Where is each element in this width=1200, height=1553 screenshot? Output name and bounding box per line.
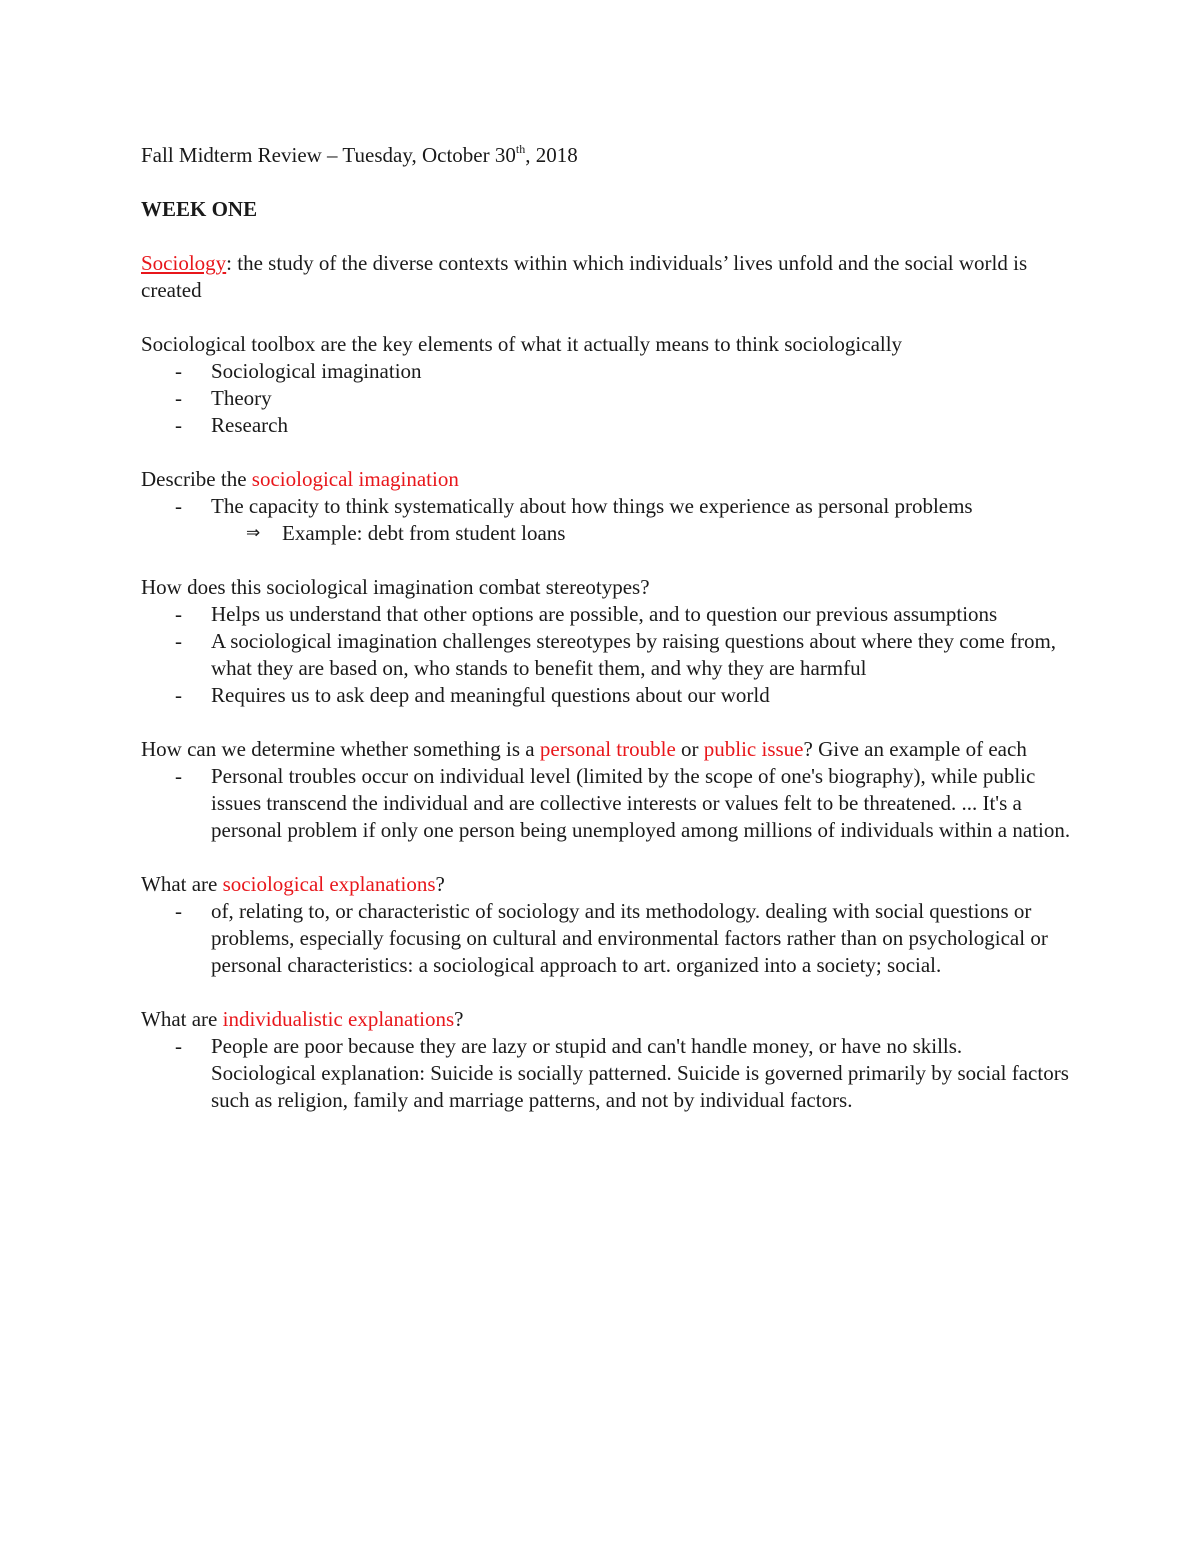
toolbox-list (141, 358, 1071, 439)
question-text: Describe the (141, 467, 252, 491)
trouble-issue-question (141, 736, 1071, 763)
list-item (141, 682, 1071, 709)
list-item (141, 1033, 1071, 1114)
question-text: ? (435, 872, 445, 896)
list-dash: - (175, 1034, 182, 1058)
trouble-issue-list (141, 763, 1071, 844)
list-item (141, 898, 1071, 979)
list-dash: - (175, 683, 182, 707)
list-dash: - (175, 602, 182, 626)
sociological-explanations-list (141, 898, 1071, 979)
example-line (141, 520, 1071, 547)
imagination-question (141, 466, 1071, 493)
list-item-text: The capacity to think systematically about how things we experience as personal problems (211, 494, 973, 518)
list-dash: - (175, 386, 182, 410)
public-issue-term: public issue (703, 737, 804, 761)
individualistic-explanations-term: individualistic explanations (222, 1007, 455, 1031)
list-item-text: Helps us understand that other options are possible, and to question our previous assumptions (211, 602, 998, 626)
individualistic-explanations-list (141, 1033, 1071, 1114)
list-item-text: Requires us to ask deep and meaningful questions about our world (211, 683, 770, 707)
personal-trouble-term: personal trouble (539, 737, 676, 761)
sociological-explanations-question (141, 871, 1071, 898)
imagination-list (141, 493, 1071, 520)
list-dash: - (175, 413, 182, 437)
right-double-arrow-icon: ⇒ (246, 523, 261, 543)
document-page (141, 142, 1071, 1114)
list-dash: - (175, 494, 182, 518)
toolbox-intro: Sociological toolbox are the key elements of what it actually means to think sociologically (141, 332, 903, 356)
list-item-text: Sociological imagination (211, 359, 422, 383)
sociology-term: Sociology (141, 251, 227, 275)
list-item (141, 601, 1071, 628)
list-item (141, 763, 1071, 844)
list-item-text: People are poor because they are lazy or stupid and can't handle money, or have no skills. Sociological explanation: Suicide is socially patterned. Suicide is governed primarily by social factors such as religion, family and marriage patterns, and not by individual factors. (211, 1034, 1069, 1112)
question-text: What are (141, 1007, 223, 1031)
list-item-text: Personal troubles occur on individual level (limited by the scope of one's biography), while public issues transcend the individual and are collective interests or values felt to be threatened. ... It's a personal problem if only one person being unemployed among millions of individuals within a nation. (211, 764, 1071, 842)
sociology-definition (141, 250, 1071, 304)
list-item (141, 385, 1071, 412)
question-text: ? Give an example of each (803, 737, 1027, 761)
list-item-text: of, relating to, or characteristic of sociology and its methodology. dealing with social questions or problems, especially focusing on cultural and environmental factors rather than on psychological or personal characteristics: a sociological approach to art. organized into a society; social. (211, 899, 1048, 977)
imagination-term: sociological imagination (251, 467, 459, 491)
individualistic-explanations-section (141, 1006, 1071, 1114)
document-title (141, 142, 1071, 169)
list-dash: - (175, 899, 182, 923)
list-dash: - (175, 629, 182, 653)
sociological-explanations-term: sociological explanations (222, 872, 436, 896)
list-item (141, 412, 1071, 439)
stereotypes-question: How does this sociological imagination combat stereotypes? (141, 575, 650, 599)
individualistic-explanations-question (141, 1006, 1071, 1033)
sociology-definition-text: : the study of the diverse contexts within which individuals’ lives unfold and the social world is created (141, 251, 1028, 302)
title-year: , 2018 (525, 143, 578, 167)
title-text: Fall Midterm Review – Tuesday, October 30 (141, 143, 516, 167)
question-text: or (675, 737, 704, 761)
stereotypes-section (141, 574, 1071, 709)
sociological-explanations-section (141, 871, 1071, 979)
example-text: Example: debt from student loans (282, 521, 566, 545)
list-dash: - (175, 764, 182, 788)
list-item (141, 628, 1071, 682)
list-dash: - (175, 359, 182, 383)
imagination-section (141, 466, 1071, 547)
week-heading: WEEK ONE (141, 197, 258, 221)
stereotypes-list (141, 601, 1071, 709)
question-text: How can we determine whether something is a (141, 737, 540, 761)
toolbox-section (141, 331, 1071, 439)
title-superscript: th (515, 142, 526, 156)
list-item-text: A sociological imagination challenges stereotypes by raising questions about where they come from, what they are based on, who stands to benefit them, and why they are harmful (211, 629, 1057, 680)
question-text: What are (141, 872, 223, 896)
list-item (141, 358, 1071, 385)
list-item (141, 493, 1071, 520)
question-text: ? (454, 1007, 464, 1031)
list-item-text: Research (211, 413, 288, 437)
trouble-issue-section (141, 736, 1071, 844)
list-item-text: Theory (211, 386, 272, 410)
